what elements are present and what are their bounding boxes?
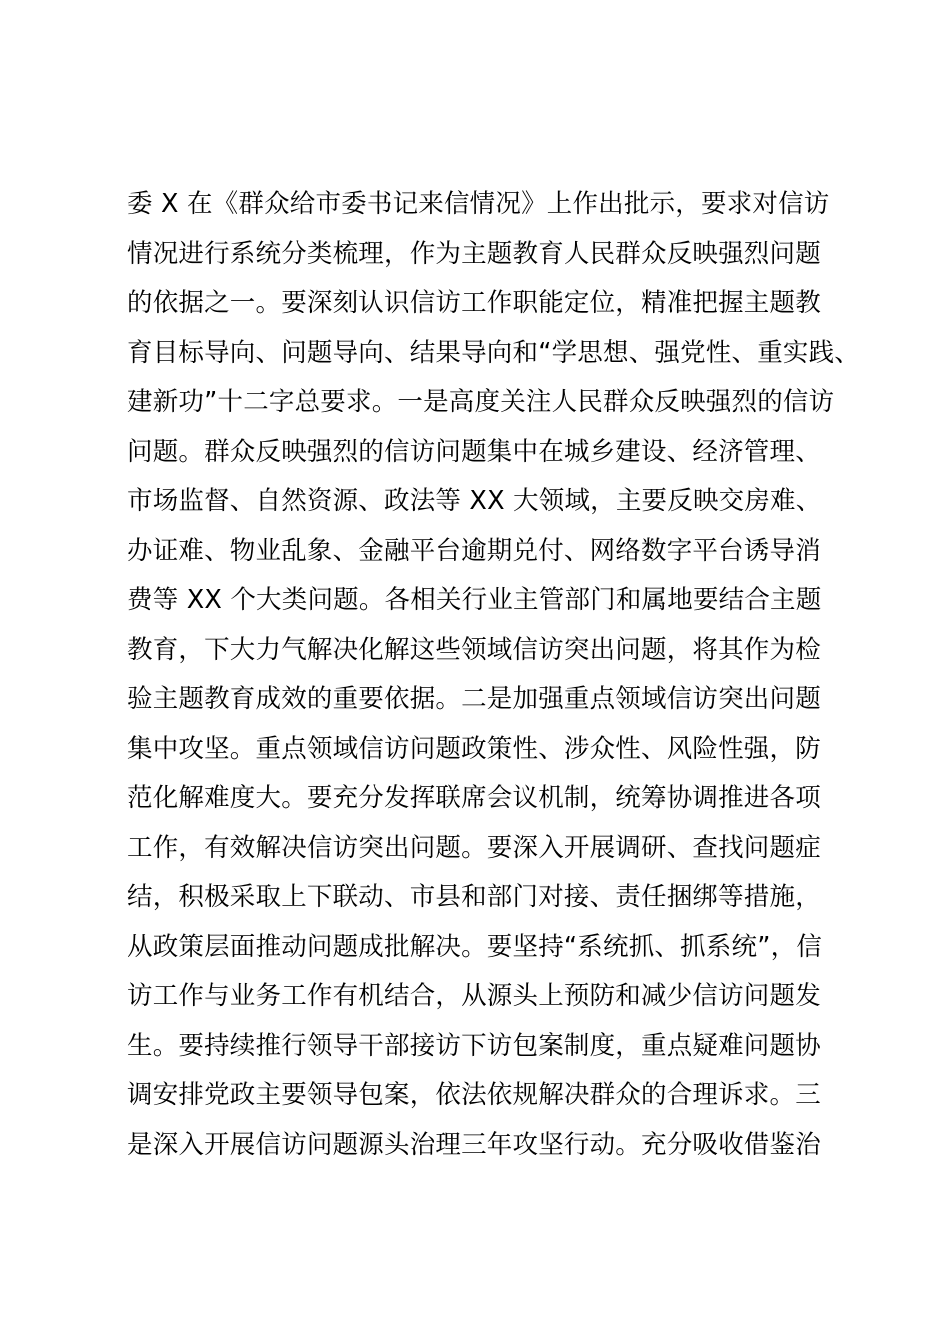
text-line: 问题。群众反映强烈的信访问题集中在城乡建设、经济管理、 bbox=[127, 436, 821, 467]
text-line: 费等 XX 个大类问题。各相关行业主管部门和属地要结合主题 bbox=[127, 585, 822, 615]
text-line: 的依据之一。要深刻认识信访工作职能定位，精准把握主题教 bbox=[127, 288, 821, 318]
text-line: 范化解难度大。要充分发挥联席会议机制，统筹协调推进各项 bbox=[127, 783, 821, 813]
text-line: 建新功”十二字总要求。一是高度关注人民群众反映强烈的信访 bbox=[127, 387, 835, 417]
text-line: 办证难、物业乱象、金融平台逾期兑付、网络数字平台诱导消 bbox=[127, 535, 821, 566]
text-line: 是深入开展信访问题源头治理三年攻坚行动。充分吸收借鉴治 bbox=[127, 1129, 821, 1160]
text-line: 结，积极采取上下联动、市县和部门对接、责任捆绑等措施， bbox=[127, 882, 821, 912]
text-line: 育目标导向、问题导向、结果导向和“学思想、强党性、重实践、 bbox=[127, 337, 861, 368]
text-line: 教育，下大力气解决化解这些领域信访突出问题，将其作为检 bbox=[127, 634, 821, 665]
text-line: 调安排党政主要领导包案，依法依规解决群众的合理诉求。三 bbox=[127, 1080, 821, 1110]
text-line: 委 X 在《群众给市委书记来信情况》上作出批示，要求对信访 bbox=[127, 189, 830, 219]
text-line: 从政策层面推动问题成批解决。要坚持“系统抓、抓系统”，信 bbox=[127, 931, 823, 962]
text-line: 集中攻坚。重点领域信访问题政策性、涉众性、风险性强，防 bbox=[127, 733, 821, 764]
text-line: 情况进行系统分类梳理，作为主题教育人民群众反映强烈问题 bbox=[127, 238, 821, 269]
body-text bbox=[127, 180, 861, 1170]
text-line: 工作，有效解决信访突出问题。要深入开展调研、查找问题症 bbox=[127, 832, 821, 863]
text-line: 验主题教育成效的重要依据。二是加强重点领域信访突出问题 bbox=[127, 684, 821, 714]
text-line: 访工作与业务工作有机结合，从源头上预防和减少信访问题发 bbox=[127, 981, 821, 1011]
text-line: 市场监督、自然资源、政法等 XX 大领域，主要反映交房难、 bbox=[127, 486, 822, 516]
text-line: 生。要持续推行领导干部接访下访包案制度，重点疑难问题协 bbox=[127, 1030, 821, 1061]
